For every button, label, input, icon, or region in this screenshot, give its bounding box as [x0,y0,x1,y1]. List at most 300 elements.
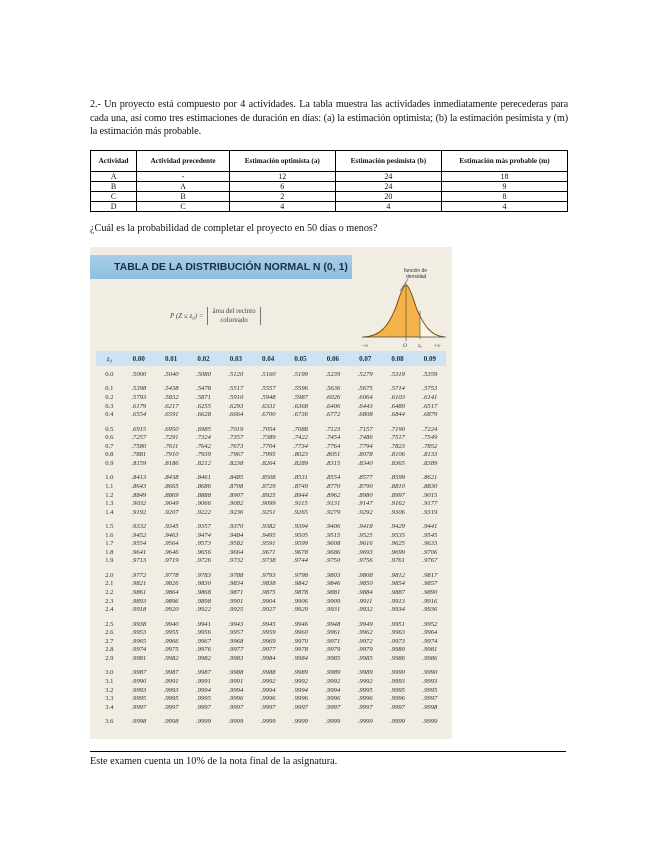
ztable-row-z: 0.8 [105,451,114,459]
ztable-cell: .9962 [357,629,373,637]
ztable-cell: .9918 [131,606,147,614]
ztable-cell: .8869 [163,491,179,499]
ztable-row [96,474,446,483]
ztable-cell: .5040 [163,371,179,378]
ztable-cell: .9994 [228,686,244,694]
ztable-cell: .9535 [390,531,405,539]
ztable-row-z: 3.2 [105,686,114,694]
activities-table [90,150,568,212]
ztable-cell: .8643 [131,482,147,490]
ztable-cell: .8340 [357,459,373,467]
ztable-cell: .9987 [131,669,147,677]
ztable-cell: .9956 [196,629,211,637]
ztable-row [96,606,446,615]
ztable-cell: .9901 [228,597,244,605]
ztable-cell: .9995 [390,686,405,694]
ztable-row [96,492,446,501]
ztable-cell: .9952 [422,620,438,628]
ztable-row-z: 1.1 [105,482,114,490]
ztable-cell: .5000 [131,371,147,378]
ztable-cell: .5080 [196,371,211,378]
ztable-cell: .9948 [325,620,341,628]
ztable-row-z: 2.5 [105,620,114,628]
ztable-cell: .9999 [260,718,276,726]
ztable-row [96,460,446,469]
ztable-cell: .9990 [422,669,438,677]
ztable-cell: .8159 [131,459,147,467]
activity-row [91,172,568,182]
ztable-cell: .9980 [390,646,405,654]
ztable-cell: .9382 [260,523,276,531]
ztable-cell: .7794 [357,442,373,450]
ztable-row [96,621,446,630]
ztable-cell: .9591 [260,540,276,548]
ztable-cell: .9545 [422,531,438,539]
ztable-cell: .9997 [228,703,244,711]
ztable-cell: .9015 [422,491,438,499]
ztable-cell: .9646 [163,548,179,556]
ztable-cell: .7823 [390,442,405,450]
ztable-cell: .9505 [293,531,308,539]
ztable-cell: .9996 [293,695,308,703]
ztable-cell: .9803 [325,571,341,579]
activity-cell: D [91,202,137,212]
ztable-cell: .9966 [163,637,179,645]
activity-cell: 4 [335,202,441,212]
ztable-row-group [96,572,446,615]
ztable-cell: .8531 [293,474,308,482]
ztable-cell: .8749 [293,482,308,490]
ztable-cell: .5517 [228,385,244,393]
ztable-row-z: 2.8 [105,646,114,654]
ztable-cell: .9767 [422,557,438,565]
ztable-cell: .9778 [163,571,179,579]
ztable-cell: .7190 [390,425,405,433]
ztable-cell: .9999 [293,718,308,726]
ztable-cell: .9192 [131,508,147,516]
ztable-row-z: 1.3 [105,500,114,508]
ztable-cell: .9986 [390,655,405,662]
ztable-cell: .9881 [325,589,341,597]
ztable-cell: .6293 [228,402,244,410]
ztable-row-z: 1.6 [105,531,114,539]
ztable-row-z: 0.4 [105,411,114,419]
ztable-cell: .9997 [131,703,147,711]
ztable-cell: .5359 [422,371,438,378]
ztable-cell: .7454 [325,434,341,442]
ztable-cell: .9772 [131,571,147,579]
ztable-cell: .9788 [228,571,244,579]
ztable-cell: .9177 [422,500,438,508]
ztable-cell: .9115 [293,500,308,508]
ztable-header-z0: z₀ [106,354,112,363]
activity-cell: 4 [442,202,568,212]
ztable-cell: .9970 [293,637,308,645]
problem-statement: 2.- Un proyecto está compuesto por 4 actividades. La tabla muestra las actividades inmediatamente perecederas para cada una, así como tres estimaciones de duración en días: (a) la estimación optimista; (b) la estimación pesimista y (m) la estimación más probable. [90,99,568,138]
ztable-cell: .7019 [228,425,244,433]
ztable-cell: .9993 [422,677,438,685]
ztable-cell: .7224 [422,425,438,433]
ztable-cell: .9875 [260,589,276,597]
ztable-cell: .9941 [196,620,211,628]
ztable-row-group [96,718,446,727]
ztable-cell: .9992 [293,677,308,685]
ztable-cell: .9854 [390,580,405,588]
ztable-row-z: 0.5 [105,425,114,433]
activity-cell: 12 [229,172,335,182]
ztable-cell: .9920 [163,606,179,614]
ztable-cell: .9996 [260,695,276,703]
ztable-cell: .9999 [228,718,244,726]
ztable-cell: .9761 [390,557,405,565]
ztable-cell: .8554 [325,474,341,482]
ztable-cell: .5478 [196,385,211,393]
ztable-cell: .8051 [325,451,341,459]
ztable-cell: .9699 [390,548,405,556]
ztable-cell: .5714 [390,385,405,393]
ztable-cell: .9633 [422,540,438,548]
ztable-cell: .9979 [357,646,373,654]
ztable-cell: .8708 [228,482,244,490]
ztable-cell: .7357 [228,434,244,442]
ztable-cell: .8665 [163,482,179,490]
ztable-cell: .8944 [293,491,308,499]
ztable-cell: .9515 [325,531,341,539]
ztable-cell: .9945 [260,620,276,628]
ztable-row-z: 3.6 [105,718,114,726]
ztable-cell: .8212 [196,459,211,467]
ztable-cell: .9988 [260,669,276,677]
ztable-cell: .9916 [422,597,438,605]
ztable-cell: .9991 [163,677,179,685]
ztable-cell: .9997 [390,703,405,711]
ztable-row-group [96,426,446,469]
ztable-cell: .9993 [131,686,147,694]
ztable-cell: .9147 [357,500,373,508]
normal-density-curve-icon [360,267,446,351]
ztable-cell: .9857 [422,580,438,588]
ztable-cell: .8962 [325,491,341,499]
ztable-cell: .9452 [131,531,147,539]
ztable-cell: .9573 [196,540,211,548]
ztable-row-group [96,621,446,664]
ztable-row-z: 3.3 [105,695,114,703]
ztable-cell: .8729 [260,482,276,490]
ztable-cell: .9968 [228,637,244,645]
activity-cell: 24 [335,172,441,182]
ztable-cell: .7549 [422,434,438,442]
formula-rhs-line2: coloreado [220,316,248,324]
ztable-row [96,629,446,638]
ztable-cell: .9925 [228,606,244,614]
ztable-cell: .6772 [325,411,341,419]
ztable-cell: .7088 [293,425,308,433]
ztable-row-z: 1.8 [105,548,114,556]
ztable-cell: .6406 [325,402,341,410]
ztable-cell: .6915 [131,425,147,433]
activity-cell: B [137,192,230,202]
ztable-row [96,549,446,558]
ztable-cell: .9989 [325,669,341,677]
ztable-cell: .9357 [196,523,211,531]
ztable-cell: .8980 [357,491,373,499]
curve-label-line2: densidad [406,274,427,280]
ztable-cell: .9625 [390,540,405,548]
ztable-cell: .9911 [358,597,373,605]
activity-cell: A [137,182,230,192]
ztable-row-z: 0.7 [105,442,114,450]
activity-cell: 20 [335,192,441,202]
ztable-cell: .9998 [131,718,147,726]
ztable-cell: .9927 [260,606,276,614]
ztable-cell: .9989 [293,669,308,677]
ztable-cell: .9998 [163,718,179,726]
ztable-cell: .9678 [293,548,308,556]
ztable-cell: .6103 [390,393,405,401]
ztable-header-col: 0.04 [262,354,275,363]
ztable-cell: .9525 [357,531,373,539]
ztable-cell: .9616 [357,540,373,548]
ztable-row [96,411,446,420]
ztable-cell: .9994 [325,686,341,694]
ztable-cell: .9992 [260,677,276,685]
ztable-row-z: 0.3 [105,402,114,410]
ztable-cell: .9971 [325,637,341,645]
ztable-cell: .7123 [325,425,341,433]
ztable-cell: .9798 [293,571,308,579]
ztable-cell: .8365 [390,459,405,467]
ztable-cell: .8413 [131,474,147,482]
ztable-cell: .7734 [293,442,308,450]
ztable-row-z: 2.3 [105,597,114,605]
ztable-cell: .9972 [357,637,373,645]
ztable-cell: .8686 [196,482,211,490]
ztable-cell: .7157 [357,425,373,433]
ztable-cell: .9884 [357,589,373,597]
ztable-cell: .9999 [390,718,405,726]
ztable-cell: .9826 [163,580,179,588]
ztable-row [96,483,446,492]
ztable-cell: .9993 [163,686,179,694]
ztable-cell: .9990 [131,677,147,685]
ztable-cell: .9049 [163,500,179,508]
ztable-cell: .9719 [163,557,179,565]
ztable-cell: .5319 [390,371,405,378]
ztable-row [96,500,446,509]
ztable-cell: .9994 [196,686,211,694]
ztable-row [96,443,446,452]
ztable-cell: .9082 [228,500,244,508]
ztable-row-group [96,385,446,419]
ztable-cell: .9943 [228,620,244,628]
ztable-cell: .9987 [163,669,179,677]
ztable-cell: .9922 [196,606,211,614]
ztable-cell: .7422 [293,434,308,442]
ztable-cell: .9965 [131,637,147,645]
ztable-cell: .6443 [357,402,373,410]
ztable-cell: .9940 [163,620,179,628]
ztable-cell: .6664 [228,411,244,419]
activity-cell: 6 [229,182,335,192]
ztable-cell: .5199 [293,371,308,378]
ztable-header-col: 0.03 [229,354,242,363]
ztable-cell: .6700 [260,411,276,419]
ztable-cell: .6985 [196,425,211,433]
ztable-cell: .5120 [228,371,244,378]
ztable-cell: .9998 [422,703,438,711]
ztable-cell: .9949 [357,620,373,628]
ztable-row [96,718,446,727]
activity-cell: 2 [229,192,335,202]
ztable-row [96,523,446,532]
ztable-cell: .6026 [325,393,341,401]
ztable-cell: .9887 [390,589,405,597]
ztable-row-z: 1.7 [105,540,114,548]
ztable-cell: .5910 [228,393,244,401]
ztable-cell: .9706 [422,548,438,556]
ztable-cell: .9463 [163,531,179,539]
ztable-cell: .5557 [260,385,276,393]
formula-lhs: P (Z ≤ z₀) = [170,312,204,320]
ztable-row [96,434,446,443]
ztable-cell: .9429 [390,523,405,531]
ztable-cell: .9995 [357,686,373,694]
ztable-cell: .8849 [131,491,147,499]
ztable-cell: .7939 [196,451,211,459]
ztable-header-col: 0.05 [294,354,307,363]
activity-cell: B [91,182,137,192]
curve-axis-origin: O [403,343,407,349]
formula-rhs-line1: área del recinto [212,307,256,315]
activity-cell: 9 [442,182,568,192]
ztable-cell: .9997 [422,695,438,703]
ztable-row [96,589,446,598]
ztable-cell: .9861 [131,589,147,597]
ztable-cell: .9999 [325,718,341,726]
ztable-cell: .8315 [325,459,341,467]
ztable-cell: .6517 [422,402,438,410]
footer-divider [90,751,566,752]
ztable-row [96,451,446,460]
ztable-cell: .7995 [260,451,276,459]
ztable-title: TABLA DE LA DISTRIBUCIÓN NORMAL N (0, 1) [114,261,348,273]
ztable-cell: .9986 [422,655,438,662]
ztable-cell: .8106 [390,451,405,459]
activity-cell: A [91,172,137,182]
ztable-row [96,695,446,704]
ztable-row-z: 2.7 [105,637,114,645]
ztable-cell: .9554 [131,540,147,548]
ztable-header-row [96,351,446,366]
ztable-cell: .9319 [422,508,438,516]
ztable-cell: .6844 [390,411,405,419]
ztable-cell: .9850 [357,580,373,588]
ztable-cell: .9686 [325,548,341,556]
ztable-cell: .9474 [196,531,211,539]
activity-row [91,202,568,212]
ztable-cell: .6064 [357,393,373,401]
ztable-row [96,532,446,541]
ztable-cell: .9989 [357,669,373,677]
ztable-cell: .9279 [325,508,341,516]
ztable-row [96,572,446,581]
ztable-cell: .9934 [390,606,405,614]
ztable-row-z: 1.4 [105,508,114,516]
ztable-cell: .9726 [196,557,211,565]
ztable-cell: .9999 [196,718,211,726]
ztable-header-col: 0.07 [359,354,372,363]
ztable-cell: .9983 [228,655,244,662]
activity-cell: - [137,172,230,182]
ztable-cell: .9812 [390,571,405,579]
ztable-cell: .7517 [390,434,405,442]
ztable-cell: .9995 [163,695,179,703]
ztable-row [96,687,446,696]
ztable-row-group [96,371,446,380]
ztable-cell: .6480 [390,402,405,410]
ztable-header-col: 0.02 [197,354,210,363]
ztable-cell: .8461 [196,474,211,482]
ztable-cell: .9981 [422,646,438,654]
ztable-cell: .9846 [325,580,341,588]
ztable-cell: .9996 [357,695,373,703]
ztable-cell: .6591 [163,411,179,419]
ztable-cell: .9838 [260,580,276,588]
ztable-cell: .8830 [422,482,438,490]
formula-rhs [207,307,260,325]
ztable-cell: .6554 [131,411,147,419]
ztable-cell: .9599 [293,540,308,548]
ztable-cell: .5948 [260,393,276,401]
ztable-cell: .8577 [357,474,373,482]
ztable-cell: .8888 [196,491,211,499]
ztable-cell: .9931 [325,606,341,614]
ztable-row-z: 2.1 [105,580,114,588]
ztable-cell: .9996 [325,695,341,703]
activity-cell: 8 [442,192,568,202]
activity-row [91,182,568,192]
ztable-row-group [96,669,446,712]
ztable-cell: .7291 [163,434,179,442]
ztable-cell: .9974 [422,637,438,645]
ztable-cell: .9984 [260,655,276,662]
ztable-header-col: 0.00 [132,354,145,363]
ztable-cell: .9406 [325,523,341,531]
ztable-cell: .9953 [131,629,147,637]
ztable-cell: .9999 [357,718,373,726]
ztable-cell: .9871 [228,589,244,597]
ztable-cell: .9032 [131,500,147,508]
ztable-cell: .9959 [260,629,276,637]
ztable-cell: .9564 [163,540,179,548]
ztable-cell: .9997 [196,703,211,711]
ztable-cell: .9977 [228,646,244,654]
ztable-cell: .9830 [196,580,211,588]
ztable-row [96,646,446,655]
header-pessimistic: Estimación pesimista (b) [335,151,441,172]
ztable-cell: .9991 [196,677,211,685]
ztable-cell: .6331 [260,402,276,410]
ztable-cell: .5596 [293,385,308,393]
ztable-cell: .9370 [228,523,244,531]
ztable-cell: .9418 [357,523,373,531]
ztable-cell: .9974 [131,646,147,654]
ztable-cell: .9997 [325,703,341,711]
ztable-cell: .9162 [390,500,405,508]
activity-cell: 24 [335,182,441,192]
ztable-cell: .6368 [293,402,308,410]
ztable-row [96,557,446,566]
